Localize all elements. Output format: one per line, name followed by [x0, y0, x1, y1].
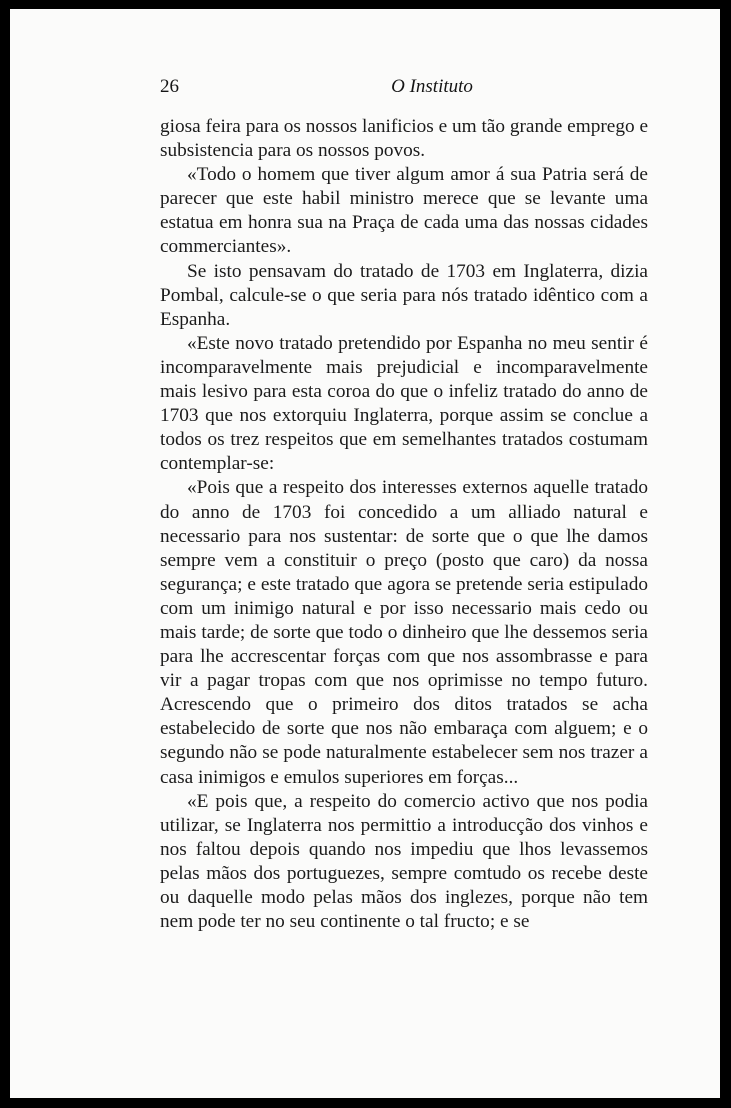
paragraph: «Este novo tratado pretendido por Espanha no meu sentir é incomparavelmente mais prejudicial e incomparavelmente mais lesivo para esta coroa do que o infeliz tratado do anno de 1703 que nos extorquiu Inglaterra, porque assim se conclue a todos os trez respeitos que em semelhantes tratados costumam contemplar-se:: [160, 332, 648, 475]
page-header: [160, 72, 660, 102]
paragraph: «Todo o homem que tiver algum amor á sua Patria será de parecer que este habil ministro merece que se levante uma estatua em honra sua na Praça de cada uma das nossas cidades commerciantes».: [160, 164, 648, 258]
paragraph: Se isto pensavam do tratado de 1703 em Inglaterra, dizia Pombal, calcule-se o que seria para nós tratado idêntico com a Espanha.: [160, 260, 648, 330]
paragraph: «E pois que, a respeito do comercio activo que nos podia utilizar, se Inglaterra nos permittio a introducção dos vinhos e nos faltou depois quando nos impediu que lhos levassemos pelas mãos dos portuguezes, sempre comtudo os recebe deste ou daquelle modo pelas mãos dos inglezes, porque não tem nem pode ter no seu continente o tal fructo; e se: [160, 790, 648, 933]
body-text: [160, 115, 648, 934]
paragraph: «Pois que a respeito dos interesses externos aquelle tratado do anno de 1703 foi concedido a um alliado natural e necessario para nos sustentar: de sorte que o que lhe damos sempre vem a constituir o preço (posto que caro) da nossa segurança; e este tratado que agora se pretende seria estipulado com um inimigo natural e por isso necessario mais cedo ou mais tarde; de sorte que todo o dinheiro que lhe dessemos seria para lhe accrescentar forças com que nos assombrasse e para vir a pagar tropas com que nos oprimisse no tempo futuro. Acrescendo que o primeiro dos ditos tratados se acha estabelecido de sorte que nos não embaraça com alguem; e o segundo não se pode naturalmente estabelecer sem nos trazer a casa inimigos e emulos superiores em forças...: [160, 477, 648, 788]
page-number: 26: [160, 76, 179, 97]
book-page: [10, 9, 720, 1098]
paragraph: giosa feira para os nossos lanificios e um tão grande emprego e subsistencia para os nossos povos.: [160, 116, 648, 162]
running-title: O Instituto: [391, 76, 473, 97]
